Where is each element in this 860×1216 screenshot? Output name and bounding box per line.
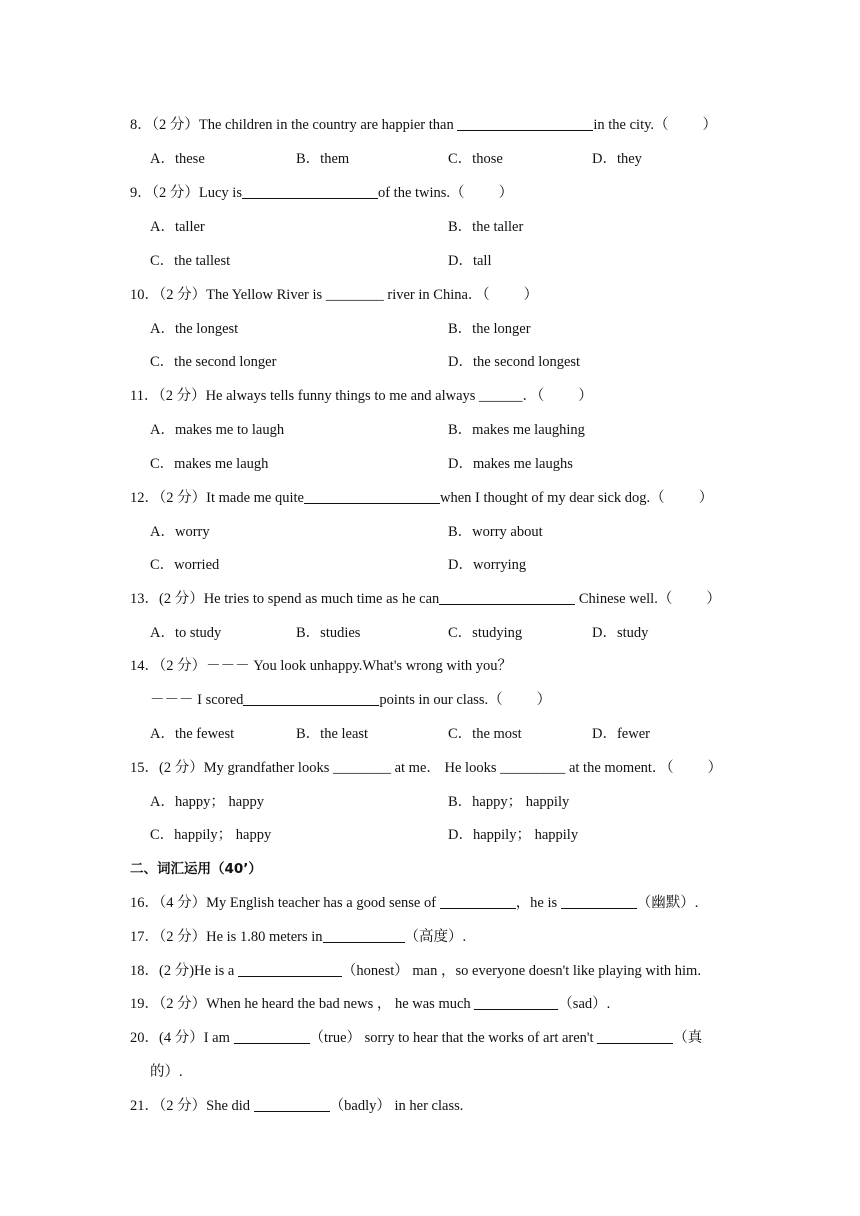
answer-blank[interactable] [597,1029,673,1044]
question-14-reply: －－－ I scored points in our class.（ ） [150,692,552,708]
option-c[interactable]: C．the second longer [150,354,277,370]
option-a[interactable]: A．the longest [150,321,239,337]
option-a[interactable]: A．the fewest [150,726,235,742]
option-c[interactable]: C．the tallest [150,253,231,269]
question-18: 18．(2 分)He is a （honest） man ，so everyone doesn't like playing with him. [130,963,701,979]
option-c[interactable]: C．the most [448,726,522,742]
question-17: 17．（2 分）He is 1.80 meters in （高度）. [130,929,467,945]
option-b[interactable]: B．the taller [448,219,524,235]
answer-blank[interactable] [254,1097,330,1112]
answer-blank[interactable] [243,691,379,706]
option-d[interactable]: D．worrying [448,557,527,573]
answer-blank[interactable] [440,894,516,909]
option-a[interactable]: A．these [150,151,205,167]
question-14: 14．（2 分）－－－ You look unhappy.What's wrong with you？ [130,658,513,674]
question-20: 20．(4 分）I am （true） sorry to hear that the works of art aren't （真 [130,1030,703,1046]
question-8-text: 8．（2 分）The children in the country are happier than [130,117,458,133]
option-d[interactable]: D．study [592,625,649,641]
option-a[interactable]: A．worry [150,524,210,540]
question-12: 12．（2 分）It made me quite when I thought of my dear sick dog.（ ） [130,490,714,506]
question-13: 13．(2 分）He tries to spend as much time as he can Chinese well.（ ） [130,591,721,607]
option-a[interactable]: A．happy； happy [150,794,264,810]
question-21: 21．（2 分）She did （badly） in her class. [130,1098,464,1114]
option-b[interactable]: B．makes me laughing [448,422,585,438]
option-b[interactable]: B．worry about [448,524,543,540]
option-c[interactable]: C．happily； happy [150,827,272,843]
question-16: 16．（4 分）My English teacher has a good sense of ，he is （幽默）. [130,895,699,911]
question-15: 15．(2 分）My grandfather looks ________ at me． He looks _________ at the moment．（ ） [130,760,723,776]
option-d[interactable]: D．fewer [592,726,650,742]
option-b[interactable]: B．the least [296,726,369,742]
option-d[interactable]: D．tall [448,253,492,269]
option-d[interactable]: D．happily； happily [448,827,579,843]
option-b[interactable]: B．the longer [448,321,531,337]
answer-blank[interactable] [457,116,593,131]
option-a[interactable]: A．to study [150,625,222,641]
question-19: 19．（2 分）When he heard the bad news ， he was much （sad）. [130,996,611,1012]
option-a[interactable]: A．taller [150,219,205,235]
answer-blank[interactable] [238,962,342,977]
option-d[interactable]: D．they [592,151,642,167]
option-d[interactable]: D．makes me laughs [448,456,573,472]
option-d[interactable]: D．the second longest [448,354,581,370]
answer-blank[interactable] [323,928,405,943]
option-c[interactable]: C．studying [448,625,523,641]
option-b[interactable]: B．studies [296,625,361,641]
question-20-continued: 的）. [150,1064,183,1080]
option-c[interactable]: C．worried [150,557,220,573]
answer-blank[interactable] [561,894,637,909]
option-c[interactable]: C．makes me laugh [150,456,269,472]
option-b[interactable]: B．happy； happily [448,794,570,810]
question-8: 8．（2 分）The children in the country are happier than in the city.（ ） [130,117,718,133]
answer-blank[interactable] [439,590,575,605]
answer-blank[interactable] [234,1029,310,1044]
question-9: 9．（2 分）Lucy is of the twins.（ ） [130,185,514,201]
option-c[interactable]: C．those [448,151,503,167]
question-10: 10．（2 分）The Yellow River is ________ river in China．（ ） [130,287,539,303]
question-11: 11．（2 分）He always tells funny things to me and always ______．（ ） [130,388,593,404]
answer-blank[interactable] [242,184,378,199]
option-a[interactable]: A．makes me to laugh [150,422,285,438]
section-heading: 二、词汇运用（40’） [130,861,262,877]
answer-blank[interactable] [304,489,440,504]
option-b[interactable]: B．them [296,151,350,167]
answer-blank[interactable] [474,995,558,1010]
